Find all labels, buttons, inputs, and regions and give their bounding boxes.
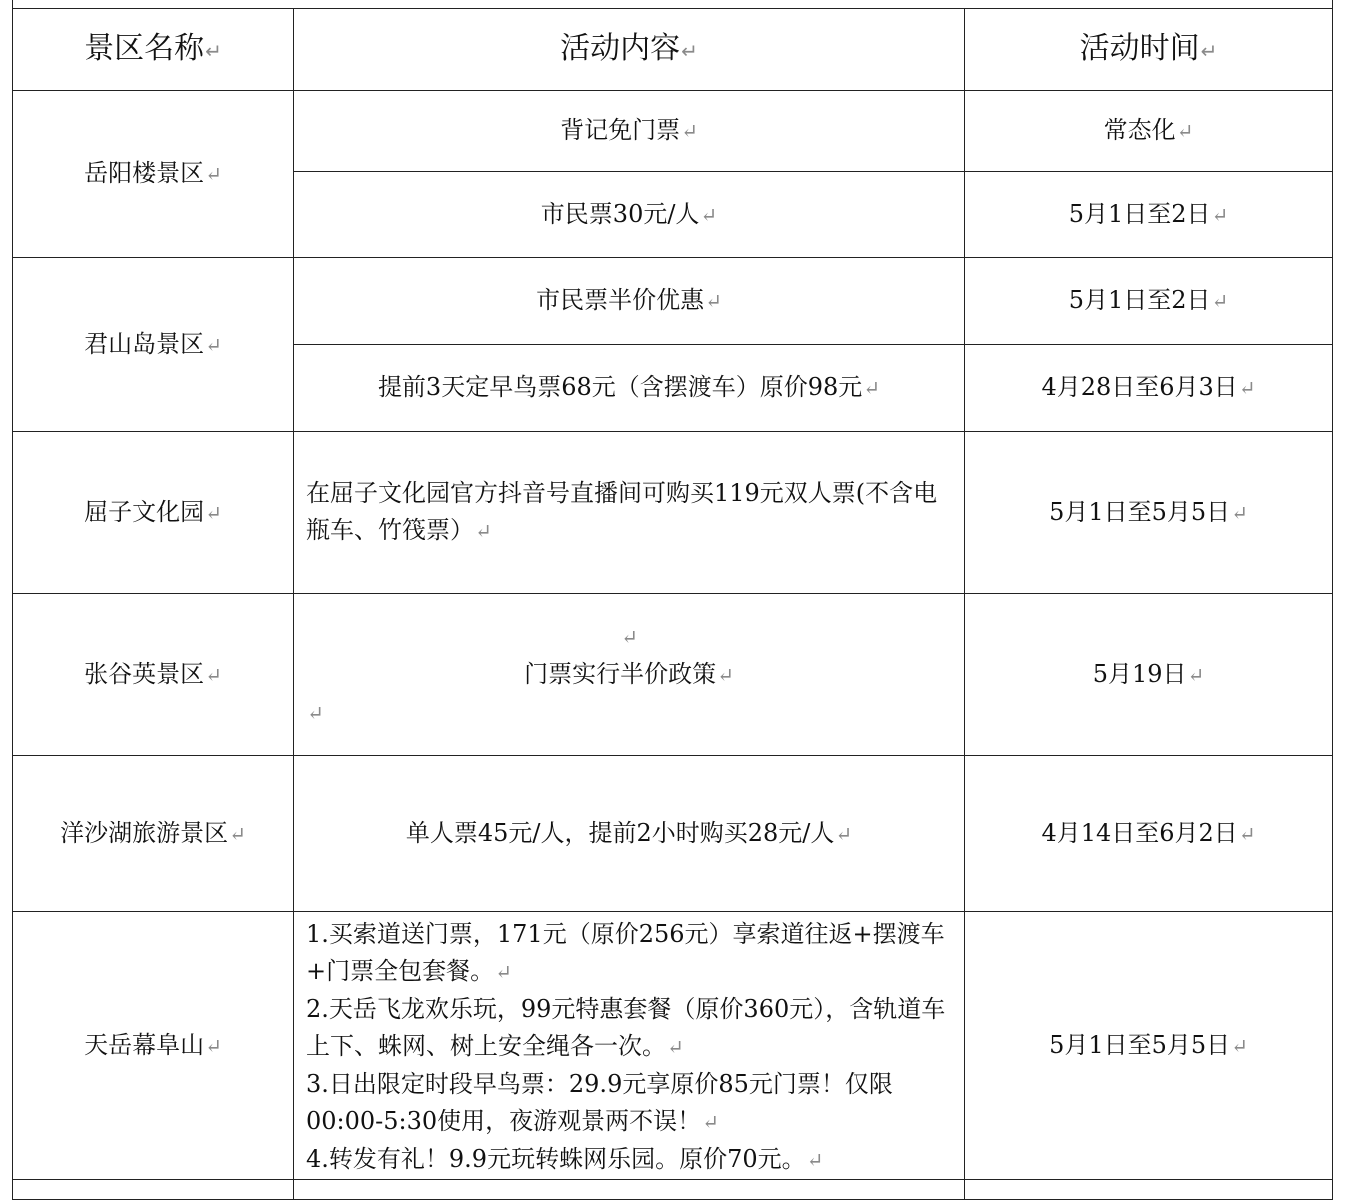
scenic-name: 君山岛景区 xyxy=(84,329,205,358)
paragraph-mark-icon xyxy=(700,203,717,227)
activity-time: 4月28日至6月3日 xyxy=(1041,373,1238,401)
time-cell xyxy=(965,258,1333,345)
table-row xyxy=(13,258,1333,345)
time-cell xyxy=(965,912,1333,1180)
scenic-name: 洋沙湖旅游景区 xyxy=(60,818,229,847)
table-row xyxy=(13,432,1333,594)
activity-content: 市民票30元/人 xyxy=(540,199,700,228)
paragraph-mark-icon xyxy=(1212,203,1229,227)
scenic-name: 天岳幕阜山 xyxy=(84,1030,205,1059)
paragraph-mark-icon xyxy=(205,501,222,525)
paragraph-mark-icon xyxy=(702,1110,719,1134)
paragraph-mark-icon xyxy=(205,333,222,357)
table-row xyxy=(13,912,1333,1180)
paragraph-mark-icon xyxy=(863,376,880,400)
content-cell xyxy=(294,91,965,172)
scenic-cell xyxy=(13,432,294,594)
table-row xyxy=(13,756,1333,912)
content-cell xyxy=(294,345,965,432)
paragraph-mark-icon xyxy=(307,701,324,725)
paragraph-mark-icon xyxy=(807,1148,824,1172)
paragraph-mark-icon xyxy=(621,625,638,649)
activity-time: 5月19日 xyxy=(1092,659,1187,688)
table-header-row xyxy=(13,9,1333,91)
activity-content: 背记免门票 xyxy=(560,116,681,144)
content-paragraph xyxy=(306,656,952,694)
header-cell xyxy=(294,9,965,91)
activity-content: 在屈子文化园官方抖音号直播间可购买119元双人票(不含电瓶车、竹筏票） xyxy=(306,479,938,544)
content-cell xyxy=(294,912,965,1180)
header-scenic-name: 景区名称 xyxy=(84,30,205,66)
activity-item-text: 3.日出限定时段早鸟票：29.9元享原价85元门票！仅限00:00-5:30使用，夜游观景两不误！ xyxy=(306,1070,893,1135)
content-cell xyxy=(294,594,965,756)
paragraph-mark-icon xyxy=(681,119,698,143)
header-activity-time: 活动时间 xyxy=(1079,30,1200,66)
scenic-cell xyxy=(13,258,294,432)
paragraph-mark-icon xyxy=(205,39,222,63)
time-cell xyxy=(965,432,1333,594)
table-top-edge-right xyxy=(1332,0,1333,8)
scenic-activity-table xyxy=(12,8,1333,1200)
paragraph-mark-icon xyxy=(1239,822,1256,846)
activity-item xyxy=(306,991,952,1066)
empty-cell xyxy=(294,1180,965,1200)
paragraph-mark-icon xyxy=(495,960,512,984)
scenic-cell xyxy=(13,756,294,912)
empty-cell xyxy=(965,1180,1333,1200)
table-row xyxy=(13,91,1333,172)
activity-item-text: 1.买索道送门票，171元（原价256元）享索道往返+摆渡车+门票全包套餐。 xyxy=(306,920,945,985)
activity-time: 5月1日至2日 xyxy=(1068,199,1211,228)
paragraph-mark-icon xyxy=(475,519,492,543)
paragraph-mark-icon xyxy=(1177,119,1194,143)
activity-content: 提前3天定早鸟票68元（含摆渡车）原价98元 xyxy=(377,373,863,401)
activity-time: 5月1日至2日 xyxy=(1068,286,1211,314)
content-cell xyxy=(294,172,965,258)
paragraph-mark-icon xyxy=(205,1034,222,1058)
paragraph-mark-icon xyxy=(705,289,722,313)
activity-content: 单人票45元/人，提前2小时购买28元/人 xyxy=(405,818,835,847)
time-cell xyxy=(965,172,1333,258)
content-cell xyxy=(294,432,965,594)
paragraph-mark-icon xyxy=(1231,501,1248,525)
activity-time: 常态化 xyxy=(1103,116,1176,144)
paragraph-mark-icon xyxy=(1231,1034,1248,1058)
empty-cell xyxy=(13,1180,294,1200)
activity-item xyxy=(306,916,952,991)
scenic-cell xyxy=(13,912,294,1180)
scenic-cell xyxy=(13,91,294,258)
paragraph-mark-icon xyxy=(205,162,222,186)
activity-item xyxy=(306,1141,952,1179)
time-cell xyxy=(965,345,1333,432)
paragraph-mark-icon xyxy=(1188,663,1205,687)
scenic-name: 张谷英景区 xyxy=(84,659,205,688)
paragraph-mark-icon xyxy=(205,663,222,687)
empty-paragraph xyxy=(306,694,952,732)
paragraph-mark-icon xyxy=(1239,376,1256,400)
paragraph-mark-icon xyxy=(835,822,852,846)
scenic-name: 岳阳楼景区 xyxy=(84,159,205,187)
paragraph-mark-icon xyxy=(717,663,734,687)
paragraph-mark-icon xyxy=(681,39,698,63)
time-cell xyxy=(965,91,1333,172)
paragraph-mark-icon xyxy=(667,1035,684,1059)
paragraph-mark-icon xyxy=(1201,39,1218,63)
header-cell xyxy=(965,9,1333,91)
activity-item xyxy=(306,1066,952,1141)
header-activity-content: 活动内容 xyxy=(560,30,681,66)
activity-time: 4月14日至6月2日 xyxy=(1041,818,1238,847)
activity-content: 门票实行半价政策 xyxy=(524,659,717,688)
activity-time: 5月1日至5月5日 xyxy=(1049,497,1231,526)
paragraph-mark-icon xyxy=(229,822,246,846)
scenic-name: 屈子文化园 xyxy=(84,497,205,526)
time-cell xyxy=(965,594,1333,756)
activity-content: 市民票半价优惠 xyxy=(536,286,705,314)
activity-item-text: 4.转发有礼！9.9元玩转蛛网乐园。原价70元。 xyxy=(306,1145,806,1173)
activity-time: 5月1日至5月5日 xyxy=(1049,1030,1231,1059)
time-cell xyxy=(965,756,1333,912)
content-cell xyxy=(294,756,965,912)
content-cell xyxy=(294,258,965,345)
paragraph-mark-icon xyxy=(1212,289,1229,313)
table-top-edge-left xyxy=(12,0,13,8)
activity-item-text: 2.天岳飞龙欢乐玩，99元特惠套餐（原价360元），含轨道车上下、蛛网、树上安全绳各一次。 xyxy=(306,995,946,1060)
scenic-cell xyxy=(13,594,294,756)
empty-paragraph xyxy=(306,618,952,656)
header-cell xyxy=(13,9,294,91)
table-row xyxy=(13,594,1333,756)
table-row-partial xyxy=(13,1180,1333,1200)
